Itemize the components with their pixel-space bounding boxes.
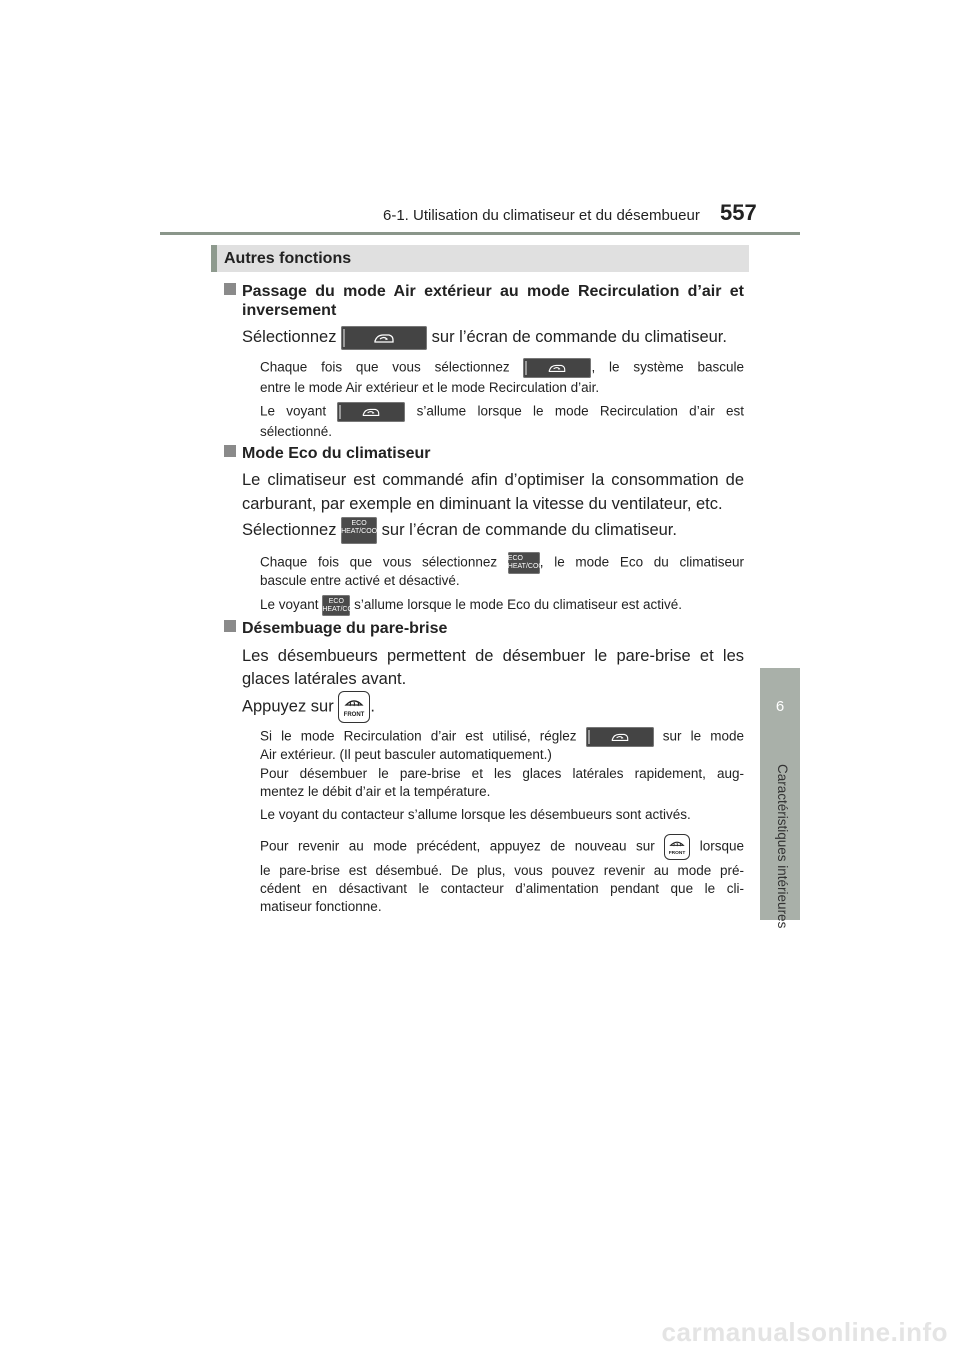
eco-body: Le climatiseur est commandé afin d’optimiser la consommation de [242,471,744,489]
chapter-title: 6-1. Utilisation du climatiseur et du désembueur [383,207,700,224]
square-bullet-icon [224,283,236,295]
eco-instruction: Sélectionnez ECO HEAT/COOL sur l’écran de commande du climatiseur. [242,517,762,544]
eco-button-icon: ECO HEAT/COOL [341,517,377,544]
recirc-button-icon [341,326,427,350]
defog-body: Les désembueurs permettent de désembuer le pare-brise et les [242,647,744,665]
defog-note1-line4: mentez le débit d’air et la température. [260,784,491,799]
recirc-note1: Chaque fois que vous sélectionnez , le système bascule [260,358,744,378]
recirc-instruction: Sélectionnez sur l’écran de commande du climatiseur. [242,325,762,350]
recirc-note1-cont: entre le mode Air extérieur et le mode Recirculation d’air. [260,380,600,395]
recirc-button-icon [586,727,654,747]
front-defroster-button-icon [664,834,690,860]
defog-body-cont: glaces latérales avant. [242,670,407,688]
eco-note2: Le voyant ECO HEAT/COOL s’allume lorsque le mode Eco du climatiseur est activé. [260,595,750,616]
recirc-button-icon [523,358,591,378]
defog-note3-line3: cédent en désactivant le contacteur d’alimentation pendant que le cli- [260,881,744,896]
defog-note3-line4: matiseur fonctionne. [260,899,382,914]
recirc-heading-cont: inversement [242,302,337,319]
watermark: carmanualsonline.info [661,1317,948,1347]
svg-text:FRONT: FRONT [668,851,686,857]
header-divider [160,232,800,235]
defog-note1: Si le mode Recirculation d’air est utilisé, réglez sur le mode [260,727,744,747]
eco-note1-cont: bascule entre activé et désactivé. [260,573,460,588]
recirc-note2-cont: sélectionné. [260,424,333,439]
eco-indicator-icon: ECO HEAT/COOL [322,595,350,616]
front-defroster-button-icon [338,691,370,723]
defog-note3: Pour revenir au mode précédent, appuyez de nouveau sur FRONT lorsque [260,834,744,860]
section-title: Autres fonctions [224,250,352,267]
eco-button-icon: ECO HEAT/COOL [508,552,540,574]
eco-body-cont: carburant, par exemple en diminuant la vitesse du ventilateur, etc. [242,495,723,513]
recirc-note2: Le voyant s’allume lorsque le mode Recirculation d’air est [260,402,744,422]
eco-heading: Mode Eco du climatiseur [224,445,430,463]
square-bullet-icon [224,620,236,632]
defog-note2: Le voyant du contacteur s’allume lorsque les désembueurs sont activés. [260,807,691,822]
page-number: 557 [720,200,757,225]
defog-note3-line2: le pare-brise est désembué. De plus, vous pouvez revenir au mode pré- [260,863,744,878]
defog-note1-line3: Pour désembuer le pare-brise et les glaces latérales rapidement, aug- [260,766,744,781]
defog-note1-line2: Air extérieur. (Il peut basculer automatiquement.) [260,747,552,762]
svg-text:FRONT: FRONT [343,712,365,718]
defog-instruction: Appuyez sur FRONT . [242,691,375,723]
section-header-stripe [211,245,217,272]
chapter-number: 6 [775,698,785,715]
recirc-indicator-icon [337,402,405,422]
eco-note1: Chaque fois que vous sélectionnez ECO HEAT/COOL, le mode Eco du climatiseur [260,552,744,574]
recirc-heading: Passage du mode Air extérieur au mode Recirculation d’air et [224,283,744,301]
square-bullet-icon [224,445,236,457]
chapter-side-label: Caractéristiques intérieures [775,764,790,929]
defog-heading: Désembuage du pare-brise [224,620,447,638]
